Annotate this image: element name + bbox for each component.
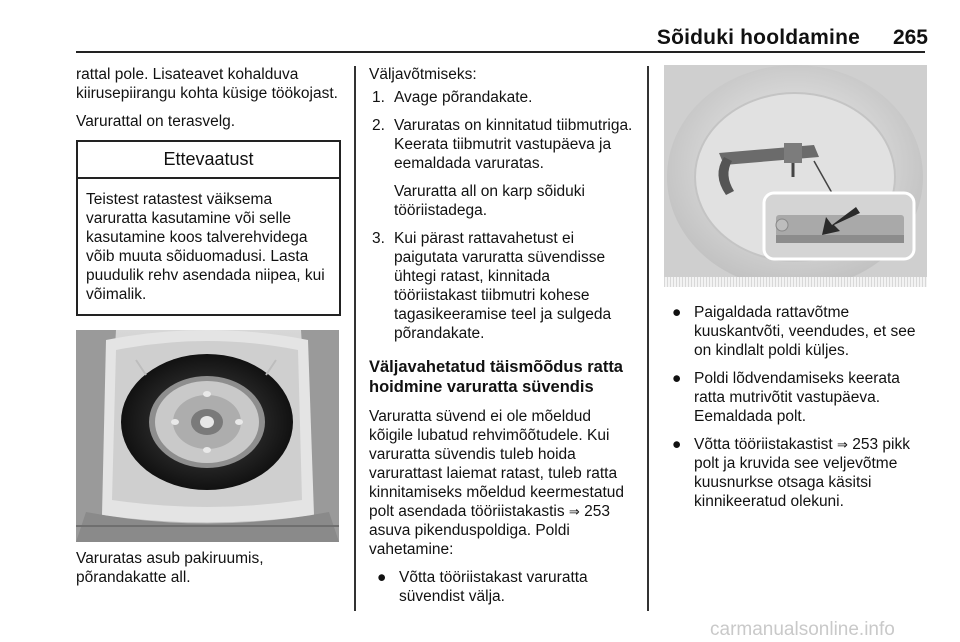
page-ref-arrow-icon: ⇒	[837, 437, 848, 452]
bullet-text: Poldi lõdvendamiseks keerata ratta mutrivõtit vastupäeva. Eemaldada polt.	[694, 370, 900, 425]
step-item	[369, 229, 634, 343]
bolt-change-bullets	[369, 568, 634, 606]
caution-box	[76, 140, 341, 316]
bullet-item	[664, 435, 926, 511]
step-number: 3.	[372, 230, 385, 247]
removal-intro: Väljavõtmiseks:	[369, 66, 477, 83]
step-text: Avage põrandakate.	[394, 89, 533, 106]
page-header-title: Sõiduki hooldamine	[656, 26, 860, 49]
column-divider-2	[647, 66, 649, 611]
bullet-text-start: Võtta tööriistakastist	[694, 436, 838, 453]
step-item	[369, 88, 634, 107]
bullet-icon: ●	[672, 436, 682, 453]
watermark-text: carmanualsonline.info	[710, 619, 895, 640]
step-note: Varuratta all on karp sõiduki tööriistadega.	[394, 183, 585, 219]
bullet-icon: ●	[672, 370, 682, 387]
storage-text-end: asuva pikenduspoldiga. Poldi vahetamine:	[369, 522, 570, 558]
bullet-item	[369, 568, 634, 606]
step-text: Kui pärast rattavahetust ei paigutata varuratta süvendisse ühtegi ratast, kinnitada tööriistakast tiibmutri kohese tagasikeeramise teel ja sulgeda põrandakate.	[394, 230, 612, 342]
page-ref-arrow-icon: ⇒	[568, 504, 580, 519]
steel-rim-note: Varurattal on terasvelg.	[76, 113, 236, 130]
bolt-removal-illustration	[664, 65, 927, 277]
page-number: 265	[892, 26, 928, 49]
illustration-strip	[664, 277, 927, 287]
step-number: 2.	[372, 117, 385, 134]
column-2	[369, 65, 634, 615]
column-3	[664, 65, 926, 520]
bullet-text-end: pikk polt ja kruvida see veljevõtme kuusnurkse otsaga käsitsi kinnikeeratud olekuni.	[694, 436, 910, 510]
storage-paragraph	[369, 407, 634, 559]
step-text: Varuratas on kinnitatud tiibmutriga. Keerata tiibmutrit vastupäeva ja eemaldada varuratas.	[394, 117, 633, 172]
intro-paragraph: rattal pole. Lisateavet kohalduva kiirusepiirangu kohta küsige töökojast.	[76, 66, 338, 102]
step-item	[369, 116, 634, 220]
step-number: 1.	[372, 89, 385, 106]
bullet-item	[664, 303, 926, 360]
section-heading: Väljavahetatud täismõõdus ratta hoidmine varuratta süvendis	[369, 358, 623, 396]
page-ref[interactable]: 253	[852, 436, 879, 453]
spare-wheel-caption: Varuratas asub pakiruumis, põrandakatte all.	[76, 550, 264, 586]
caution-title: Ettevaatust	[78, 142, 339, 179]
bullet-text: Paigaldada rattavõtme kuuskantvõti, veendudes, et see on kindlalt poldi küljes.	[694, 304, 916, 359]
column-divider-1	[354, 66, 356, 611]
spare-wheel-illustration	[76, 330, 339, 542]
header-rule	[76, 51, 925, 53]
page-ref[interactable]: 253	[584, 503, 610, 520]
caution-body: Teistest ratastest väiksema varuratta kasutamine või selle kasutamine koos talverehvidega võib muuta sõiduomadusi. Lasta puudulik rehv asendada niipea, kui võimalik.	[86, 191, 325, 303]
bolt-steps-bullets	[664, 303, 926, 511]
bullet-icon: ●	[377, 569, 387, 586]
removal-steps	[369, 88, 634, 343]
bullet-item	[664, 369, 926, 426]
column-1	[76, 65, 341, 542]
bullet-text: Võtta tööriistakast varuratta süvendist välja.	[399, 569, 588, 605]
storage-text-start: Varuratta süvend ei ole mõeldud kõigile lubatud rehvimõõtudele. Kui varuratta süvendis tuleb hoida varurattast laiemat ratast, tuleb ratta kinnitamiseks mõeldud keermestatud polt asendada tööriistakastis	[369, 408, 625, 520]
bullet-icon: ●	[672, 304, 682, 321]
